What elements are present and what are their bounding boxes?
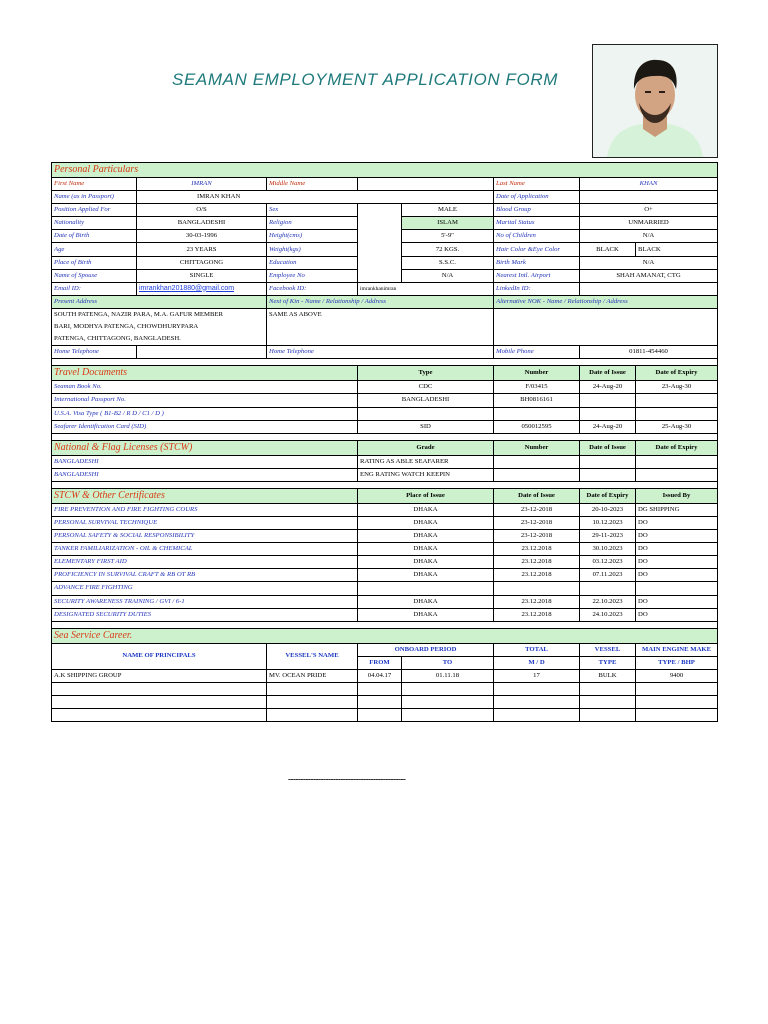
cert-row-issued-by[interactable]: DO	[636, 530, 718, 543]
sea-row-from[interactable]	[358, 709, 402, 722]
cert-row-issue[interactable]	[494, 582, 580, 595]
birth-mark-value[interactable]: N/A	[580, 256, 718, 269]
first-name-value[interactable]: IMRAN	[137, 178, 267, 191]
section-licenses: National & Flag Licenses (STCW)	[52, 440, 358, 455]
address-line-3[interactable]: PATENGA, CHITTAGONG, BANGLADESH.	[52, 333, 267, 346]
middle-name-value[interactable]	[358, 178, 494, 191]
passport-name-value[interactable]: IMRAN KHAN	[137, 191, 494, 204]
cert-row-expiry[interactable]: 07.11.2023	[580, 569, 636, 582]
weight-value[interactable]: 72 KGS.	[402, 243, 494, 256]
sea-row-to[interactable]	[402, 696, 494, 709]
passport-name-label: Name (as in Passport)	[52, 191, 137, 204]
travel-row-type[interactable]: BANGLADESHI	[358, 394, 494, 407]
sea-header-engine-2: TYPE / BHP	[636, 656, 718, 669]
marital-value[interactable]: UNMARRIED	[580, 217, 718, 230]
sea-row-total[interactable]	[494, 709, 580, 722]
position-label: Position Applied For	[52, 204, 137, 217]
cert-row-issue[interactable]: 23-12-2018	[494, 530, 580, 543]
travel-row-issue[interactable]: 24-Aug-20	[580, 381, 636, 394]
address-line-1[interactable]: SOUTH PATENGA, NAZIR PARA, M.A. GAFUR MEMBER	[52, 308, 267, 321]
cert-row-issue[interactable]: 23.12.2018	[494, 595, 580, 608]
spacer-row	[52, 481, 718, 488]
license-header-grade: Grade	[358, 440, 494, 455]
cert-row-place[interactable]: DHAKA	[358, 543, 494, 556]
sea-header-md: M / D	[494, 656, 580, 669]
license-row-number[interactable]	[494, 468, 580, 481]
home-phone-value[interactable]	[137, 346, 267, 359]
cert-row-issued-by[interactable]	[636, 582, 718, 595]
last-name-label: Last Name	[494, 178, 580, 191]
cert-row-expiry[interactable]: 03.12.2023	[580, 556, 636, 569]
sea-row-total[interactable]	[494, 683, 580, 696]
spacer-row	[52, 433, 718, 440]
cert-row-issued-by[interactable]: DO	[636, 608, 718, 621]
license-row-grade[interactable]: RATING AS ABLE SEAFARER	[358, 455, 494, 468]
cert-row-place[interactable]: DHAKA	[358, 569, 494, 582]
sex-label: Sex	[267, 204, 358, 217]
cert-row-label: ELEMENTARY FIRST AID	[52, 556, 358, 569]
sea-row-principal[interactable]	[52, 709, 267, 722]
height-value[interactable]: 5'-9"	[402, 230, 494, 243]
sea-row-principal[interactable]	[52, 696, 267, 709]
section-certificates: STCW & Other Certificates	[52, 488, 358, 503]
dob-value[interactable]: 30-03-1996	[137, 230, 267, 243]
license-row-issue[interactable]	[580, 455, 636, 468]
email-label: Email ID:	[52, 282, 137, 295]
travel-row-type[interactable]: SID	[358, 420, 494, 433]
travel-row-number[interactable]	[494, 407, 580, 420]
cert-row-place[interactable]: DHAKA	[358, 516, 494, 529]
birth-mark-label: Birth Mark	[494, 256, 580, 269]
cert-row-label: PERSONAL SAFETY & SOCIAL RESPONSIBILITY	[52, 530, 358, 543]
sea-row-principal[interactable]	[52, 683, 267, 696]
cert-row-issued-by[interactable]: DO	[636, 569, 718, 582]
spacer-row	[52, 621, 718, 628]
blood-group-label: Blood Group	[494, 204, 580, 217]
position-value[interactable]: O/S	[137, 204, 267, 217]
cert-row-expiry[interactable]: 29-11-2023	[580, 530, 636, 543]
dob-label: Date of Birth	[52, 230, 137, 243]
spacer-row	[52, 359, 718, 366]
first-name-label: First Name	[52, 178, 137, 191]
sea-row-type[interactable]	[580, 709, 636, 722]
cert-row-issue[interactable]: 23.12.2018	[494, 543, 580, 556]
cert-row-expiry[interactable]: 24.10.2023	[580, 608, 636, 621]
cert-row-expiry[interactable]: 10.12.2023	[580, 516, 636, 529]
license-row-expiry[interactable]	[636, 455, 718, 468]
license-row-label: BANGLADESHI	[52, 455, 358, 468]
travel-row-label: Seafarer Identification Card (SID)	[52, 420, 358, 433]
email-value[interactable]: imrankhan201880@gmail.com	[137, 282, 267, 295]
travel-row-expiry[interactable]: 23-Aug-30	[636, 381, 718, 394]
home-phone-label: Home Telephone	[52, 346, 137, 359]
travel-row-label: U.S.A. Visa Type ( B1-B2 / R D / C1 / D )	[52, 407, 358, 420]
sea-header-vessel-type-2: TYPE	[580, 656, 636, 669]
travel-row-expiry[interactable]	[636, 394, 718, 407]
travel-header-issue: Date of Issue	[580, 366, 636, 381]
religion-value[interactable]: ISLAM	[402, 217, 494, 230]
sea-header-to: TO	[402, 656, 494, 669]
address-line-2[interactable]: BARI, MODHYA PATENGA, CHOWDHURYPARA	[52, 321, 267, 333]
cert-header-place: Place of Issue	[358, 488, 494, 503]
cert-row-place[interactable]: DHAKA	[358, 608, 494, 621]
education-value[interactable]: S.S.C.	[402, 256, 494, 269]
cert-row-label: PROFICIENCY IN SURVIVAL CRAFT & RB OT RB	[52, 569, 358, 582]
travel-row-number[interactable]: 050012595	[494, 420, 580, 433]
mobile-value[interactable]: 01811-454460	[580, 346, 718, 359]
license-row-number[interactable]	[494, 455, 580, 468]
sea-row-engine[interactable]: 9400	[636, 669, 718, 682]
sea-row-to[interactable]	[402, 709, 494, 722]
age-label: Age	[52, 243, 137, 256]
cert-row-place[interactable]	[358, 582, 494, 595]
cert-row-issue[interactable]: 23-12-2018	[494, 516, 580, 529]
employee-no-value[interactable]: N/A	[402, 269, 494, 282]
sea-header-vessel: VESSEL'S NAME	[267, 643, 358, 669]
sea-row-from[interactable]	[358, 683, 402, 696]
airport-label: Nearest Intl. Airport	[494, 269, 580, 282]
height-label: Height(cms)	[267, 230, 358, 243]
personal-spacer-cell	[358, 204, 402, 217]
license-header-expiry: Date of Expiry	[636, 440, 718, 455]
cert-row-label: ADVANCE FIRE FIGHTING	[52, 582, 358, 595]
spouse-value[interactable]: SINGLE	[137, 269, 267, 282]
travel-row-type[interactable]	[358, 407, 494, 420]
home-phone2-label: Home Telephone	[267, 346, 494, 359]
cert-row-place[interactable]: DHAKA	[358, 503, 494, 516]
sea-row-vessel[interactable]	[267, 696, 358, 709]
next-of-kin-value[interactable]: SAME AS ABOVE	[267, 308, 494, 345]
employee-no-label: Employee No	[267, 269, 358, 282]
sea-row-to[interactable]	[402, 683, 494, 696]
applicant-photo	[592, 44, 718, 158]
cert-row-issue[interactable]: 23-12-2018	[494, 503, 580, 516]
cert-row-label: PERSONAL SURVIVAL TECHNIQUE	[52, 516, 358, 529]
sea-row-principal[interactable]: A.K SHIPPING GROUP	[52, 669, 267, 682]
travel-row-number[interactable]: BH0816161	[494, 394, 580, 407]
sea-row-engine[interactable]	[636, 709, 718, 722]
cert-row-issued-by[interactable]: DO	[636, 595, 718, 608]
cert-row-label: FIRE PREVENTION AND FIRE FIGHTING COURS	[52, 503, 358, 516]
cert-row-label: DESIGNATED SECURITY DUTIES	[52, 608, 358, 621]
license-row-issue[interactable]	[580, 468, 636, 481]
sea-row-from[interactable]	[358, 696, 402, 709]
travel-header-type: Type	[358, 366, 494, 381]
form-table	[51, 162, 718, 722]
sea-header-principals: NAME OF PRINCIPALS	[52, 643, 267, 669]
middle-name-label: Middle Name	[267, 178, 358, 191]
education-label: Education	[267, 256, 358, 269]
travel-row-issue[interactable]	[580, 407, 636, 420]
linkedin-value[interactable]	[580, 282, 718, 295]
cert-row-label: SECURITY AWARENESS TRAINING / GVI / 6-1	[52, 595, 358, 608]
hair-color-value[interactable]: BLACK	[580, 243, 636, 256]
last-name-value[interactable]: KHAN	[580, 178, 718, 191]
applicant-photo-image	[593, 45, 717, 157]
sea-header-from: FROM	[358, 656, 402, 669]
present-address-label: Present Address	[52, 295, 267, 308]
religion-label: Religion	[267, 217, 358, 230]
sea-row-to[interactable]: 01.11.18	[402, 669, 494, 682]
travel-row-label: Seaman Book No.	[52, 381, 358, 394]
footer-divider: -----------------------------------------------	[288, 774, 406, 784]
sea-row-total[interactable]	[494, 696, 580, 709]
next-of-kin-label: Next of Kin - Name / Relationship / Address	[267, 295, 494, 308]
alt-nok-label: Alternative NOK - Name / Relationship / Address	[494, 295, 718, 308]
cert-row-issued-by[interactable]: DO	[636, 556, 718, 569]
weight-label: Weight(kgs)	[267, 243, 358, 256]
cert-header-issue: Date of Issue	[494, 488, 580, 503]
mobile-label: Mobile Phone	[494, 346, 580, 359]
personal-spacer-cell	[358, 230, 402, 243]
airport-value[interactable]: SHAH AMANAT, CTG	[580, 269, 718, 282]
facebook-value[interactable]: imrankhanimran	[358, 282, 494, 295]
section-travel: Travel Documents	[52, 366, 358, 381]
travel-row-label: International Passport No.	[52, 394, 358, 407]
cert-row-issue[interactable]: 23.12.2018	[494, 556, 580, 569]
sea-row-vessel[interactable]	[267, 709, 358, 722]
cert-row-label: TANKER FAMILIARIZATION - OIL & CHEMICAL	[52, 543, 358, 556]
pob-label: Place of Birth	[52, 256, 137, 269]
children-value[interactable]: N/A	[580, 230, 718, 243]
facebook-label: Facebook ID:	[267, 282, 358, 295]
travel-row-issue[interactable]: 24-Aug-20	[580, 420, 636, 433]
application-date-value[interactable]	[580, 191, 718, 204]
license-row-expiry[interactable]	[636, 468, 718, 481]
sea-row-total[interactable]: 17	[494, 669, 580, 682]
children-label: No of Children	[494, 230, 580, 243]
sea-row-vessel[interactable]: MV. OCEAN PRIDE	[267, 669, 358, 682]
travel-row-issue[interactable]	[580, 394, 636, 407]
cert-row-issue[interactable]: 23.12.2018	[494, 569, 580, 582]
sea-row-type[interactable]	[580, 683, 636, 696]
personal-spacer-cell	[358, 269, 402, 282]
sea-row-from[interactable]: 04.04.17	[358, 669, 402, 682]
sea-row-type[interactable]	[580, 696, 636, 709]
section-personal: Personal Particulars	[52, 163, 718, 178]
cert-row-place[interactable]: DHAKA	[358, 556, 494, 569]
license-row-grade[interactable]: ENG RATING WATCH KEEPIN	[358, 468, 494, 481]
cert-header-issued-by: Issued By	[636, 488, 718, 503]
cert-row-issued-by[interactable]: DG SHIPPING	[636, 503, 718, 516]
cert-row-expiry[interactable]: 30.10.2023	[580, 543, 636, 556]
travel-header-expiry: Date of Expiry	[636, 366, 718, 381]
travel-row-number[interactable]: F/03415	[494, 381, 580, 394]
cert-header-expiry: Date of Expiry	[580, 488, 636, 503]
cert-row-place[interactable]: DHAKA	[358, 530, 494, 543]
sea-row-type[interactable]: BULK	[580, 669, 636, 682]
travel-row-expiry[interactable]	[636, 407, 718, 420]
sea-row-engine[interactable]	[636, 683, 718, 696]
personal-spacer-cell	[358, 256, 402, 269]
linkedin-label: LinkedIn ID:	[494, 282, 580, 295]
sea-row-vessel[interactable]	[267, 683, 358, 696]
alt-nok-value[interactable]	[494, 308, 718, 345]
marital-label: Marital Status	[494, 217, 580, 230]
license-header-number: Number	[494, 440, 580, 455]
travel-row-type[interactable]: CDC	[358, 381, 494, 394]
cert-row-expiry[interactable]	[580, 582, 636, 595]
hair-eye-label: Hair Color &Eye Color	[494, 243, 580, 256]
cert-row-expiry[interactable]: 20-10-2023	[580, 503, 636, 516]
sea-header-vessel-type-1: VESSEL	[580, 643, 636, 656]
application-date-label: Date of Application	[494, 191, 580, 204]
eye-color-value[interactable]: BLACK	[636, 243, 718, 256]
application-form	[51, 162, 717, 722]
sea-header-engine-1: MAIN ENGINE MAKE	[636, 643, 718, 656]
blood-group-value[interactable]: O+	[580, 204, 718, 217]
travel-row-expiry[interactable]: 25-Aug-30	[636, 420, 718, 433]
form-title: SEAMAN EMPLOYMENT APPLICATION FORM	[172, 70, 558, 89]
pob-value[interactable]: CHITTAGONG	[137, 256, 267, 269]
personal-spacer-cell	[358, 217, 402, 230]
sea-header-total: TOTAL	[494, 643, 580, 656]
sea-header-onboard: ONBOARD PERIOD	[358, 643, 494, 656]
cert-row-expiry[interactable]: 22.10.2023	[580, 595, 636, 608]
age-value[interactable]: 23 YEARS	[137, 243, 267, 256]
cert-row-issued-by[interactable]: DO	[636, 543, 718, 556]
travel-header-number: Number	[494, 366, 580, 381]
cert-row-issued-by[interactable]: DO	[636, 516, 718, 529]
cert-row-issue[interactable]: 23.12.2018	[494, 608, 580, 621]
nationality-label: Nationality	[52, 217, 137, 230]
license-row-label: BANGLADESHI	[52, 468, 358, 481]
section-sea-service: Sea Service Career.	[52, 628, 718, 643]
license-header-issue: Date of Issue	[580, 440, 636, 455]
spouse-label: Name of Spouse	[52, 269, 137, 282]
cert-row-place[interactable]: DHAKA	[358, 595, 494, 608]
sea-row-engine[interactable]	[636, 696, 718, 709]
sex-value[interactable]: MALE	[402, 204, 494, 217]
nationality-value[interactable]: BANGLADESHI	[137, 217, 267, 230]
personal-spacer-cell	[358, 243, 402, 256]
